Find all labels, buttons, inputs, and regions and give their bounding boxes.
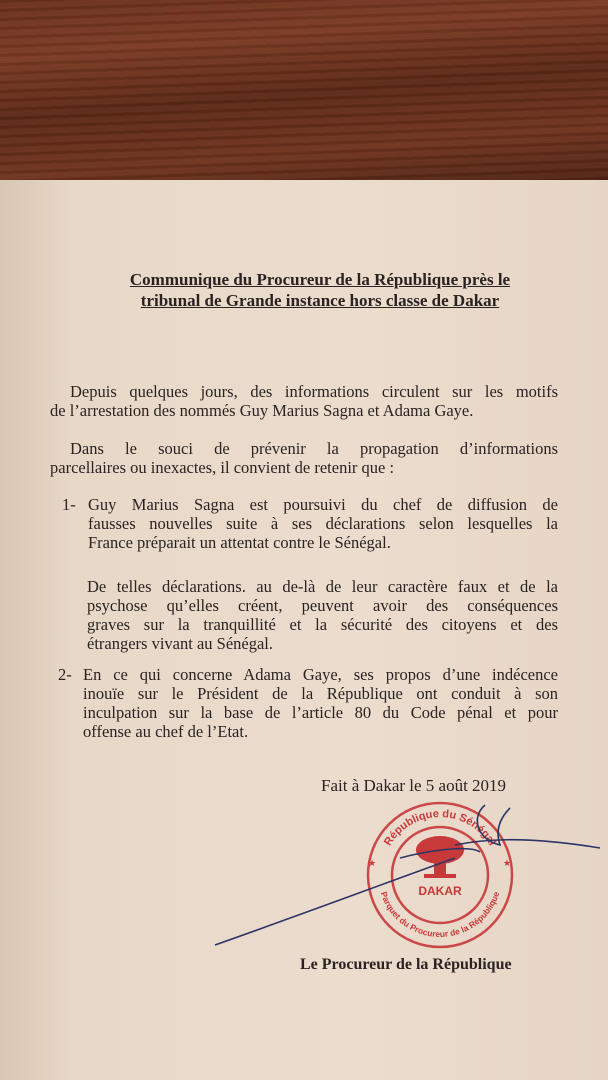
signatory-title: Le Procureur de la République xyxy=(300,956,512,973)
item-1-line-2: fausses nouvelles suite à ses déclarations selon lesquelles la xyxy=(88,514,558,533)
item-2-line-1: En ce qui concerne Adama Gaye, ses propos d’une indécence xyxy=(83,665,558,684)
item-1-line-3: France préparait un attentat contre le Sénégal. xyxy=(88,533,391,552)
item-2-line-2: inouïe sur le Président de la République ont conduit à son xyxy=(83,684,558,703)
paragraph-1-line-1: Depuis quelques jours, des informations circulent sur les motifs xyxy=(70,382,558,401)
item-1-para-line-4: étrangers vivant au Sénégal. xyxy=(87,634,274,653)
paragraph-2-line-1: Dans le souci de prévenir la propagation d’informations xyxy=(70,439,558,458)
item-2-number: 2- xyxy=(58,665,72,684)
paragraph-2-line-2: parcellaires ou inexactes, il convient de retenir que : xyxy=(50,458,395,477)
item-1-line-1: Guy Marius Sagna est poursuivi du chef de diffusion de xyxy=(88,495,558,514)
item-2-line-3: inculpation sur la base de l’article 80 du Code pénal et pour xyxy=(83,703,558,722)
star-icon: ★ xyxy=(503,858,512,868)
stamp-bottom-text: Parquet du Procureur de la République xyxy=(378,890,502,940)
item-2-line-4: offense au chef de l’Etat. xyxy=(83,722,249,741)
item-1-para-line-3: graves sur la tranquillité et la sécurité des citoyens et des xyxy=(87,615,558,634)
place-and-date: Fait à Dakar le 5 août 2019 xyxy=(321,776,507,795)
item-1-para-line-1: De telles déclarations. au de-là de leur caractère faux et de la xyxy=(87,577,558,596)
stamp-center-text: DAKAR xyxy=(418,884,462,898)
document-title-line-1: Communique du Procureur de la République près le xyxy=(129,270,511,289)
item-1-number: 1- xyxy=(62,495,76,514)
item-1-para-line-2: psychose qu’elles créent, peuvent avoir des conséquences xyxy=(87,596,558,615)
paragraph-1-line-2: de l’arrestation des nommés Guy Marius Sagna et Adama Gaye. xyxy=(50,401,474,420)
star-icon: ★ xyxy=(368,858,377,868)
stamp-top-text: République du Sénégal xyxy=(382,807,499,848)
document-title-line-2: tribunal de Grande instance hors classe de Dakar xyxy=(140,291,500,310)
